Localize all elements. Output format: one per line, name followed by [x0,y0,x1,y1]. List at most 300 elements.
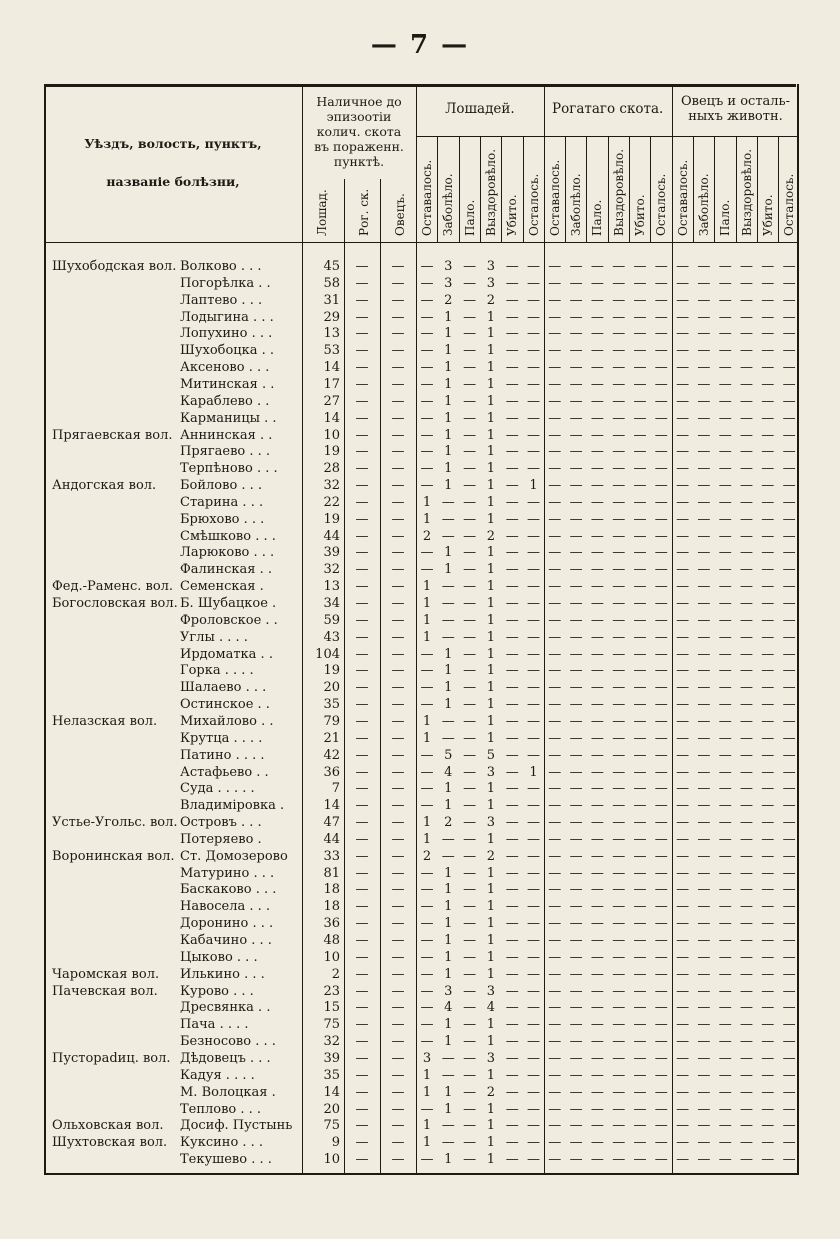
cattle-count: — [355,1034,369,1050]
stat-cell: — [761,427,775,443]
stat-cell: — [463,1135,477,1151]
cattle-count: — [355,831,369,847]
table-row [44,983,799,1000]
stat-cell: — [782,697,796,713]
stat-cell: — [718,730,732,746]
stat-cell: — [718,1118,732,1134]
stat-cell: — [505,427,519,443]
stat-cell: — [676,1067,690,1083]
stat-cell: 1 [444,697,453,713]
stat-cell: — [761,528,775,544]
stat-cell: — [782,646,796,662]
stat-cell: — [463,410,477,426]
stat-cell: — [697,579,711,595]
stat-cell: — [420,1017,434,1033]
stat-cell: — [505,360,519,376]
stat-cell: — [676,1135,690,1151]
stat-cell: — [718,579,732,595]
stat-cell: — [441,831,455,847]
district-name: Пустораdиц. вол. [52,1050,171,1066]
stat-cell: — [505,393,519,409]
district-name: Шухободская вол. [52,259,177,274]
punkt-name: Астафьево . . [180,764,269,780]
stat-cell: — [463,562,477,578]
stat-cell: — [633,1135,647,1151]
horse-count: 36 [323,764,340,780]
header-stat-col: Выздоровѣло. [739,148,754,236]
table-row [44,427,799,444]
table-row [44,528,799,545]
stat-cell: — [463,343,477,359]
district-name: Устье-Угольс. вол. [52,815,178,831]
header-stat-col: Пало. [590,199,605,236]
stat-cell: — [676,528,690,544]
stat-cell: — [697,326,711,342]
stat-cell: — [527,899,540,915]
stat-cell: — [612,949,626,965]
stat-cell: — [463,376,477,392]
stat-cell: — [548,292,562,308]
stat-cell: — [676,1152,690,1168]
stat-cell: — [527,680,540,696]
stat-cell: — [782,798,796,814]
stat-cell: 2 [486,292,496,308]
horse-count: 14 [323,798,340,814]
stat-cell: — [463,427,477,443]
stat-cell: — [654,444,668,460]
punkt-name: Лопухино . . . [180,326,273,342]
stat-cell: 1 [422,629,432,645]
stat-cell: — [569,309,583,325]
sheep-count: — [391,562,405,578]
punkt-name: Смѣшково . . . [180,528,276,544]
stat-cell: — [697,848,711,864]
stat-cell: — [463,848,477,864]
stat-cell: — [718,410,732,426]
table-row [44,696,799,713]
stat-cell: — [420,1152,434,1168]
stat-cell: — [612,1118,626,1134]
stat-cell: — [740,478,753,494]
stat-cell: — [782,764,796,780]
stat-cell: — [590,1067,604,1083]
punkt-name: Доронино . . . [180,916,274,932]
stat-cell: — [761,596,775,611]
stat-cell: — [612,410,626,426]
table-row [44,780,799,797]
stat-cell: — [782,596,796,611]
stat-cell: — [740,275,753,291]
punkt-name: Ларюково . . . [180,545,275,561]
header-horses: Лошадей. [445,101,515,117]
stat-cell: — [761,259,775,274]
punkt-name: Брюхово . . . [180,511,265,527]
stat-cell: — [463,596,477,611]
stat-cell: — [420,899,434,915]
stat-cell: — [612,376,626,392]
stat-cell: — [761,680,775,696]
stat-cell: 1 [444,376,453,392]
stat-cell: — [548,562,562,578]
stat-cell: — [569,629,583,645]
stat-cell: — [676,848,690,864]
stat-cell: — [527,579,540,595]
stat-cell: — [740,1017,753,1033]
stat-cell: — [463,663,477,679]
stat-cell: — [548,1017,562,1033]
stat-cell: — [740,764,753,780]
stat-cell: — [463,933,477,948]
stat-cell: — [718,292,732,308]
stat-cell: — [590,798,604,814]
stat-cell: — [654,478,668,494]
horse-count: 13 [323,326,340,342]
stat-cell: — [676,360,690,376]
stat-cell: — [527,1000,540,1016]
stat-cell: — [569,1050,583,1066]
stat-cell: — [612,781,626,797]
stat-cell: — [527,259,540,274]
stat-cell: 1 [486,646,496,662]
stat-cell: — [612,865,626,881]
stat-cell: — [676,1000,690,1016]
sheep-count: — [391,629,405,645]
sheep-count: — [391,511,405,527]
stat-cell: — [697,444,711,460]
stat-cell: — [548,1118,562,1134]
stat-cell: — [463,528,477,544]
stat-cell: — [718,545,732,561]
stat-cell: 1 [444,882,453,898]
header-count-line: Наличное до [316,94,402,109]
sheep-count: — [391,764,405,780]
stat-cell: — [463,393,477,409]
stat-cell: — [548,528,562,544]
stat-cell: — [548,309,562,325]
horse-count: 33 [323,848,340,864]
stat-cell: — [676,882,690,898]
stat-cell: — [463,275,477,291]
stat-cell: — [548,596,562,611]
cattle-count: — [355,629,369,645]
stat-cell: — [633,983,647,999]
stat-cell: — [527,983,540,999]
cattle-count: — [355,393,369,409]
header-sheep-line: Овецъ и осталь- [680,94,790,109]
stat-cell: — [590,528,604,544]
stat-cell: — [548,410,562,426]
stat-cell: — [633,259,647,274]
stat-cell: — [740,781,753,797]
stat-cell: — [740,1034,753,1050]
punkt-name: Фалинская . . [180,562,273,578]
stat-cell: — [569,1135,583,1151]
stat-cell: — [590,360,604,376]
stat-cell: — [633,629,647,645]
punkt-name: Б. Шубацкое . [180,596,277,611]
stat-cell: — [548,376,562,392]
stat-cell: — [782,444,796,460]
stat-cell: — [654,831,668,847]
stat-cell: — [569,697,583,713]
stat-cell: 1 [444,899,453,915]
cattle-count: — [355,360,369,376]
stat-cell: — [420,882,434,898]
stat-cell: — [527,933,540,948]
stat-cell: — [463,831,477,847]
stat-cell: — [569,916,583,932]
stat-cell: — [718,680,732,696]
table-row [44,258,799,275]
punkt-name: Ирдоматка . . [180,646,273,662]
stat-cell: — [740,511,753,527]
stat-cell: — [612,966,626,982]
stat-cell: — [654,1050,668,1066]
stat-cell: — [548,747,562,763]
stat-cell: — [612,1084,626,1100]
stat-cell: — [612,528,626,544]
header-stat-col: Осталось. [654,173,669,236]
stat-cell: — [527,1067,540,1083]
stat-cell: — [633,343,647,359]
stat-cell: — [548,916,562,932]
stat-cell: — [633,376,647,392]
stat-cell: — [590,916,604,932]
stat-cell: — [718,713,732,729]
stat-cell: — [527,916,540,932]
stat-cell: — [569,1118,583,1134]
district-name: Нелазская вол. [52,713,158,729]
stat-cell: — [463,949,477,965]
stat-cell: — [420,764,434,780]
stat-cell: 1 [486,360,496,376]
stat-cell: — [590,1050,604,1066]
stat-cell: — [441,579,455,595]
stat-cell: — [527,275,540,291]
stat-cell: — [633,410,647,426]
table-row [44,443,799,460]
stat-cell: 1 [486,1101,496,1117]
stat-cell: — [463,1017,477,1033]
sheep-count: — [391,663,405,679]
sheep-count: — [391,680,405,696]
table-row [44,831,799,848]
stat-cell: — [697,478,711,494]
stat-cell: — [633,781,647,797]
stat-cell: — [612,360,626,376]
stat-cell: — [654,1118,668,1134]
cattle-count: — [355,848,369,864]
stat-cell: — [527,1152,540,1168]
stat-cell: — [697,713,711,729]
horse-count: 19 [323,444,340,460]
header-stat-col: Осталось. [526,173,541,236]
stat-cell: — [463,680,477,696]
stat-cell: — [569,680,583,696]
stat-cell: — [654,528,668,544]
stat-cell: — [420,680,434,696]
stat-cell: — [676,427,690,443]
stat-cell: — [782,933,796,948]
stat-cell: — [633,444,647,460]
stat-cell: — [527,326,540,342]
stat-cell: — [548,545,562,561]
stat-cell: — [697,461,711,477]
punkt-name: Баскаково . . . [180,882,277,898]
stat-cell: — [527,596,540,611]
sheep-count: — [391,461,405,477]
stat-cell: — [676,596,690,611]
sheep-count: — [391,275,405,291]
sheep-count: — [391,848,405,864]
stat-cell: — [718,747,732,763]
sheep-count: — [391,259,405,274]
sheep-count: — [391,410,405,426]
stat-cell: — [527,545,540,561]
stat-cell: — [420,697,434,713]
stat-cell: — [569,713,583,729]
stat-cell: — [761,478,775,494]
stat-cell: — [441,596,455,611]
stat-cell: — [548,1135,562,1151]
sheep-count: — [391,579,405,595]
stat-cell: 1 [444,343,453,359]
horse-count: 39 [323,545,340,561]
stat-cell: — [612,427,626,443]
stat-cell: — [463,292,477,308]
stat-cell: — [420,410,434,426]
stat-cell: — [676,865,690,881]
stat-cell: — [718,1135,732,1151]
stat-cell: — [676,275,690,291]
stat-cell: — [740,680,753,696]
stat-cell: — [569,343,583,359]
stat-cell: 1 [486,1135,496,1151]
stat-cell: — [676,831,690,847]
stat-cell: — [463,461,477,477]
stat-cell: — [590,1101,604,1117]
stat-cell: — [633,1101,647,1117]
stat-cell: — [697,781,711,797]
stat-cell: — [633,1067,647,1083]
stat-cell: 1 [422,579,432,595]
stat-cell: — [505,966,519,982]
stat-cell: — [612,1067,626,1083]
stat-cell: — [612,343,626,359]
stat-cell: — [548,713,562,729]
stat-cell: — [782,730,796,746]
stat-cell: — [697,730,711,746]
stat-cell: — [782,562,796,578]
horse-count: 9 [331,1135,340,1151]
stat-cell: — [569,410,583,426]
stat-cell: — [676,376,690,392]
stat-cell: — [505,376,519,392]
stat-cell: — [441,494,455,510]
stat-cell: — [633,899,647,915]
stat-cell: — [612,562,626,578]
stat-cell: — [740,713,753,729]
sheep-count: — [391,343,405,359]
stat-cell: — [612,579,626,595]
stat-cell: — [569,848,583,864]
stat-cell: — [612,259,626,274]
table-row [44,1084,799,1101]
stat-cell: — [569,1101,583,1117]
horse-count: 14 [323,1084,340,1100]
stat-cell: — [569,899,583,915]
cattle-count: — [355,764,369,780]
stat-cell: — [697,596,711,611]
stat-cell: 1 [486,612,496,628]
stat-cell: — [590,494,604,510]
stat-cell: — [612,831,626,847]
horse-count: 75 [323,1017,340,1033]
stat-cell: — [761,511,775,527]
stat-cell: — [761,949,775,965]
punkt-name: Суда . . . . . [180,781,255,797]
stat-cell: — [569,376,583,392]
horse-count: 59 [323,612,340,628]
stat-cell: — [761,882,775,898]
sheep-count: — [391,831,405,847]
stat-cell: — [782,949,796,965]
stat-cell: — [527,713,540,729]
stat-cell: 1 [444,562,453,578]
stat-cell: — [718,360,732,376]
stat-cell: — [590,815,604,831]
stat-cell: — [569,865,583,881]
sheep-count: — [391,309,405,325]
stat-cell: — [697,562,711,578]
stat-cell: — [612,663,626,679]
header-sheep-line: ныхъ животн. [688,109,783,124]
stat-cell: — [782,1152,796,1168]
stat-cell: — [718,781,732,797]
stat-cell: — [761,1034,775,1050]
stat-cell: 1 [486,596,496,611]
stat-cell: — [612,933,626,948]
stat-cell: — [590,1017,604,1033]
stat-cell: — [740,865,753,881]
stat-cell: — [697,899,711,915]
horse-count: 23 [323,983,340,999]
stat-cell: — [548,275,562,291]
stat-cell: 1 [486,629,496,645]
stat-cell: — [612,292,626,308]
header-stat-col: Заболѣло. [696,173,711,236]
header-count-line: въ пораженн. [314,139,404,154]
table-row [44,595,799,612]
stat-cell: 1 [486,916,496,932]
stat-cell: — [463,865,477,881]
stat-cell: — [463,326,477,342]
stat-cell: — [782,1084,796,1100]
stat-cell: 1 [444,545,453,561]
table-row [44,1151,799,1168]
stat-cell: — [569,781,583,797]
table-row [44,1067,799,1084]
stat-cell: — [548,1101,562,1117]
stat-cell: — [697,427,711,443]
stat-cell: — [676,933,690,948]
horse-count: 18 [323,899,340,915]
stat-cell: — [505,1000,519,1016]
stat-cell: — [590,949,604,965]
stat-cell: — [548,612,562,628]
stat-cell: — [676,713,690,729]
stat-cell: — [633,747,647,763]
